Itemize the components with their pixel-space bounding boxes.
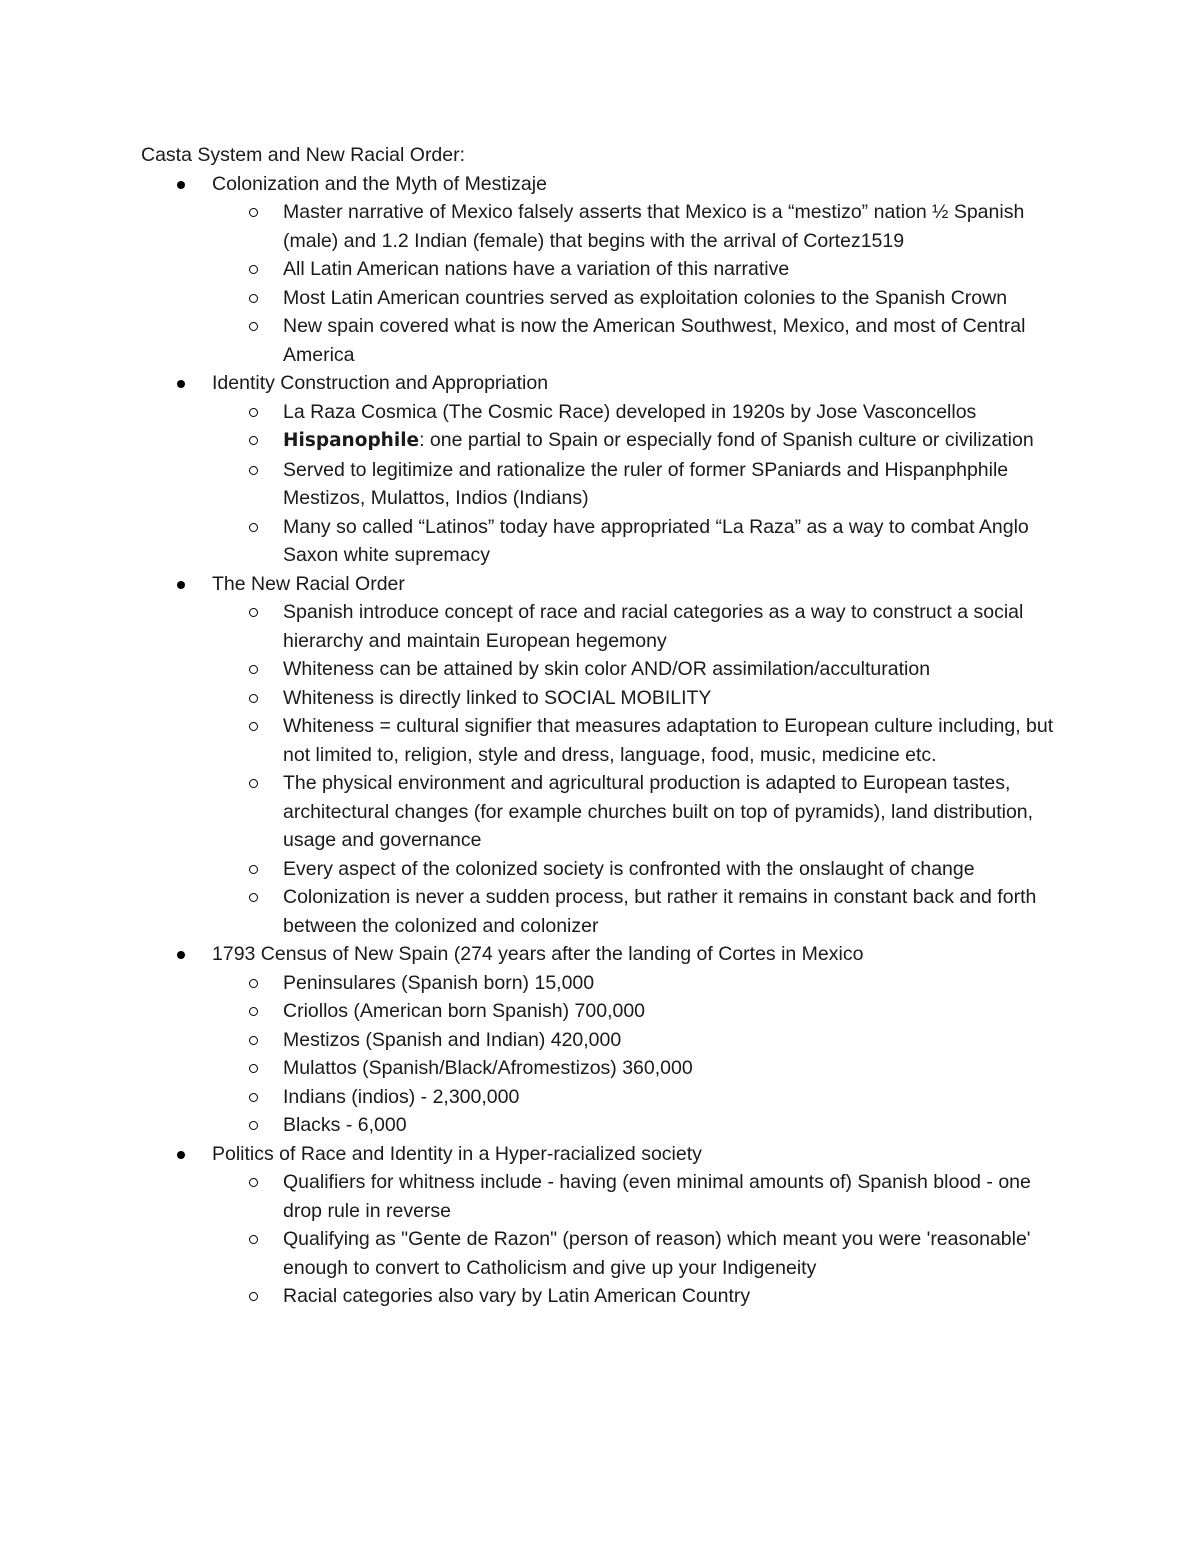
filled-bullet-icon — [177, 951, 185, 959]
hollow-bullet-icon — [249, 1121, 258, 1130]
hollow-bullet-icon — [249, 893, 258, 902]
filled-bullet-icon — [177, 1151, 185, 1159]
hollow-bullet-icon — [249, 1064, 258, 1073]
list-item-text: Many so called “Latinos” today have appropriated “La Raza” as a way to combat Anglo Saxon white supremacy — [283, 515, 1029, 566]
term-definition: : one partial to Spain or especially fond of Spanish culture or civilization — [419, 429, 1034, 451]
list-item — [141, 456, 1071, 513]
list-item-text: Racial categories also vary by Latin American Country — [283, 1285, 751, 1307]
filled-bullet-icon — [177, 380, 185, 388]
hollow-bullet-icon — [249, 665, 258, 674]
section-item — [141, 170, 1071, 370]
section-heading: 1793 Census of New Spain (274 years after the landing of Cortes in Mexico — [212, 943, 864, 965]
list-item — [141, 655, 1071, 684]
defined-term: Hispanophile — [283, 430, 420, 451]
list-item — [141, 769, 1071, 855]
list-item-text: Qualifiers for whitness include - having (even minimal amounts of) Spanish blood - one drop rule in reverse — [283, 1171, 1031, 1222]
document-page — [141, 141, 1071, 1311]
filled-bullet-icon — [177, 581, 185, 589]
section-heading: The New Racial Order — [212, 572, 405, 595]
hollow-bullet-icon — [249, 294, 258, 303]
section-heading: Politics of Race and Identity in a Hyper-racialized society — [212, 1142, 702, 1165]
document-title: Casta System and New Racial Order: — [141, 144, 466, 166]
list-item-text: Whiteness can be attained by skin color AND/OR assimilation/acculturation — [283, 658, 931, 680]
hollow-bullet-icon — [249, 865, 258, 874]
sub-list — [212, 398, 1071, 570]
list-item — [141, 598, 1071, 655]
list-item-text: La Raza Cosmica (The Cosmic Race) developed in 1920s by Jose Vasconcellos — [283, 400, 977, 423]
list-item-text: Whiteness = cultural signifier that measures adaptation to European culture including, but not limited to, religion, style and dress, language, food, music, medicine etc. — [283, 715, 1054, 766]
list-item — [141, 398, 1071, 427]
list-item-text: Master narrative of Mexico falsely asserts that Mexico is a “mestizo” nation ½ Spanish (male) and 1.2 Indian (female) that begins with the arrival of Cortez1519 — [283, 201, 1025, 252]
list-item — [141, 284, 1071, 313]
list-item-text: Qualifying as "Gente de Razon" (person of reason) which meant you were 'reasonable' enough to convert to Catholicism and give up your Indigeneity — [283, 1228, 1031, 1279]
section-item — [141, 940, 1071, 1140]
list-item-text: Every aspect of the colonized society is confronted with the onslaught of change — [283, 857, 975, 880]
list-item-text: Most Latin American countries served as exploitation colonies to the Spanish Crown — [283, 286, 1008, 309]
hollow-bullet-icon — [249, 608, 258, 617]
section-heading: Identity Construction and Appropriation — [212, 372, 549, 394]
list-item-text: Mestizos (Spanish and Indian) 420,000 — [283, 1028, 622, 1051]
hollow-bullet-icon — [249, 1093, 258, 1102]
hollow-bullet-icon — [249, 1292, 258, 1301]
list-item — [141, 1026, 1071, 1055]
list-item — [141, 997, 1071, 1026]
list-item-text: New spain covered what is now the American Southwest, Mexico, and most of Central America — [283, 315, 1026, 366]
hollow-bullet-icon — [249, 979, 258, 988]
hollow-bullet-icon — [249, 265, 258, 274]
list-item-text: All Latin American nations have a variation of this narrative — [283, 258, 790, 280]
hollow-bullet-icon — [249, 1007, 258, 1016]
list-item — [141, 198, 1071, 255]
section-item — [141, 1140, 1071, 1311]
hollow-bullet-icon — [249, 436, 258, 445]
list-item-text: Served to legitimize and rationalize the ruler of former SPaniards and Hispanphphile Mestizos, Mulattos, Indios (Indians) — [283, 458, 1009, 509]
list-item — [141, 1054, 1071, 1083]
list-item — [141, 969, 1071, 998]
hollow-bullet-icon — [249, 1036, 258, 1045]
section-list — [141, 170, 1071, 1311]
list-item-text: Spanish introduce concept of race and racial categories as a way to construct a social hierarchy and maintain European hegemony — [283, 601, 1024, 652]
hollow-bullet-icon — [249, 1235, 258, 1244]
section-heading: Colonization and the Myth of Mestizaje — [212, 172, 547, 195]
list-item — [141, 1282, 1071, 1311]
sub-list — [212, 1168, 1071, 1311]
hollow-bullet-icon — [249, 408, 258, 417]
hollow-bullet-icon — [249, 779, 258, 788]
hollow-bullet-icon — [249, 322, 258, 331]
sub-list — [212, 198, 1071, 369]
list-item — [141, 1083, 1071, 1112]
list-item — [141, 255, 1071, 284]
sub-list — [212, 969, 1071, 1140]
list-item-text: Indians (indios) - 2,300,000 — [283, 1085, 520, 1108]
list-item — [141, 1225, 1071, 1282]
list-item-text: Peninsulares (Spanish born) 15,000 — [283, 971, 595, 994]
list-item — [141, 426, 1071, 456]
list-item-text: Blacks - 6,000 — [283, 1114, 407, 1136]
list-item-text: Whiteness is directly linked to SOCIAL MOBILITY — [283, 686, 712, 709]
hollow-bullet-icon — [249, 208, 258, 217]
list-item — [141, 312, 1071, 369]
list-item — [141, 1111, 1071, 1140]
filled-bullet-icon — [177, 181, 185, 189]
list-item-text: The physical environment and agricultural production is adapted to European tastes, architectural changes (for example churches built on top of pyramids), land distribution, usage and governance — [283, 772, 1034, 851]
hollow-bullet-icon — [249, 722, 258, 731]
list-item — [141, 855, 1071, 884]
section-item — [141, 369, 1071, 570]
list-item — [141, 684, 1071, 713]
list-item-text: Colonization is never a sudden process, but rather it remains in constant back and forth between the colonized and colonizer — [283, 886, 1037, 937]
list-item — [141, 883, 1071, 940]
sub-list — [212, 598, 1071, 940]
list-item — [141, 513, 1071, 570]
hollow-bullet-icon — [249, 694, 258, 703]
hollow-bullet-icon — [249, 523, 258, 532]
list-item — [141, 1168, 1071, 1225]
section-item — [141, 570, 1071, 941]
list-item-text: Mulattos (Spanish/Black/Afromestizos) 360,000 — [283, 1057, 693, 1079]
hollow-bullet-icon — [249, 1178, 258, 1187]
list-item-text: Criollos (American born Spanish) 700,000 — [283, 1000, 646, 1022]
hollow-bullet-icon — [249, 466, 258, 475]
list-item — [141, 712, 1071, 769]
